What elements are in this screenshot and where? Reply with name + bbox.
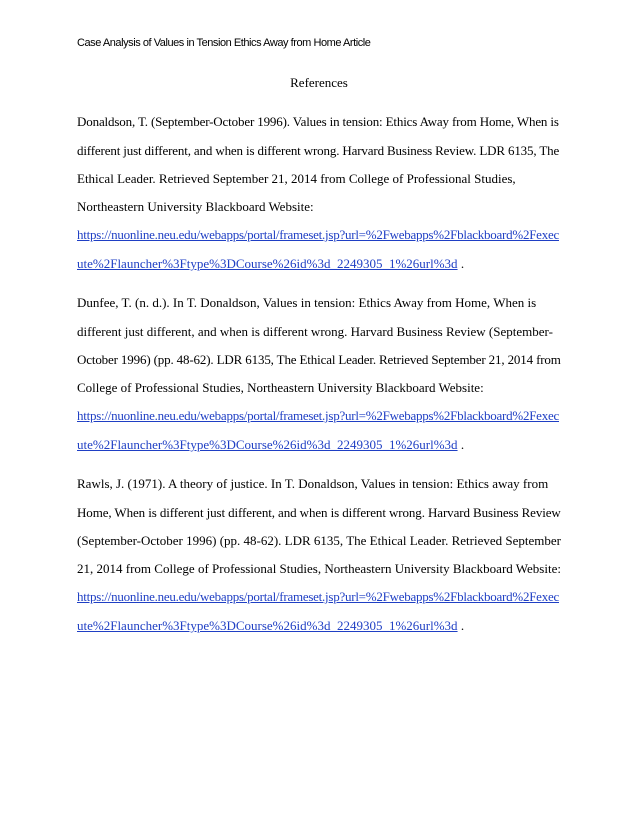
reference-3-line-1: Rawls, J. (1971). A theory of justice. In T. Donaldson, Values in tension: Ethics away from	[77, 476, 549, 491]
reference-1-line-1: Donaldson, T. (September-October 1996). Values in tension: Ethics Away from Home, When is	[77, 114, 559, 129]
reference-1-url-line-2	[77, 256, 464, 272]
reference-2-line-1: Dunfee, T. (n. d.). In T. Donaldson, Values in tension: Ethics Away from Home, When is	[77, 295, 537, 310]
reference-1-line-4: Northeastern University Blackboard Website:	[77, 199, 314, 214]
reference-1-line-3: Ethical Leader. Retrieved September 21, 2014 from College of Professional Studies,	[77, 171, 516, 186]
reference-3-line-3: (September-October 1996) (pp. 48-62). LDR 6135, The Ethical Leader. Retrieved September	[77, 533, 561, 548]
reference-2-link-part-1[interactable]: https://nuonline.neu.edu/webapps/portal/frameset.jsp?url=%2Fwebapps%2Fblackboard%2Fexec	[77, 408, 559, 423]
page-title: References	[290, 75, 348, 90]
reference-1-line-2: different just different, and when is different wrong. Harvard Business Review. LDR 6135, The	[77, 143, 560, 158]
reference-2-trailing-period: .	[457, 437, 465, 452]
reference-2-link-part-2[interactable]: ute%2Flauncher%3Ftype%3DCourse%26id%3d_2249305_1%26url%3d	[77, 437, 458, 452]
reference-2-url-line-1	[77, 408, 559, 424]
running-head: Case Analysis of Values in Tension Ethics Away from Home Article	[77, 37, 371, 49]
reference-3-link-part-2[interactable]: ute%2Flauncher%3Ftype%3DCourse%26id%3d_2249305_1%26url%3d	[77, 618, 458, 633]
reference-3-url-line-1	[77, 589, 559, 605]
reference-3-link-part-1[interactable]: https://nuonline.neu.edu/webapps/portal/frameset.jsp?url=%2Fwebapps%2Fblackboard%2Fexec	[77, 589, 559, 604]
reference-3-url-line-2	[77, 618, 464, 634]
reference-3-line-2: Home, When is different just different, and when is different wrong. Harvard Business Review	[77, 505, 561, 520]
reference-1-trailing-period: .	[457, 256, 465, 271]
reference-2-line-2: different just different, and when is different wrong. Harvard Business Review (September-	[77, 324, 553, 339]
reference-1-link-part-1[interactable]: https://nuonline.neu.edu/webapps/portal/frameset.jsp?url=%2Fwebapps%2Fblackboard%2Fexec	[77, 227, 559, 242]
reference-2-line-4: College of Professional Studies, Northeastern University Blackboard Website:	[77, 380, 484, 395]
reference-3-trailing-period: .	[457, 618, 465, 633]
reference-2-line-3: October 1996) (pp. 48-62). LDR 6135, The Ethical Leader. Retrieved September 21, 2014 from	[77, 352, 561, 367]
reference-1-url-line-1	[77, 227, 559, 243]
reference-1-link-part-2[interactable]: ute%2Flauncher%3Ftype%3DCourse%26id%3d_2249305_1%26url%3d	[77, 256, 458, 271]
reference-3-line-4: 21, 2014 from College of Professional Studies, Northeastern University Blackboard Website:	[77, 561, 561, 576]
reference-2-url-line-2	[77, 437, 464, 453]
